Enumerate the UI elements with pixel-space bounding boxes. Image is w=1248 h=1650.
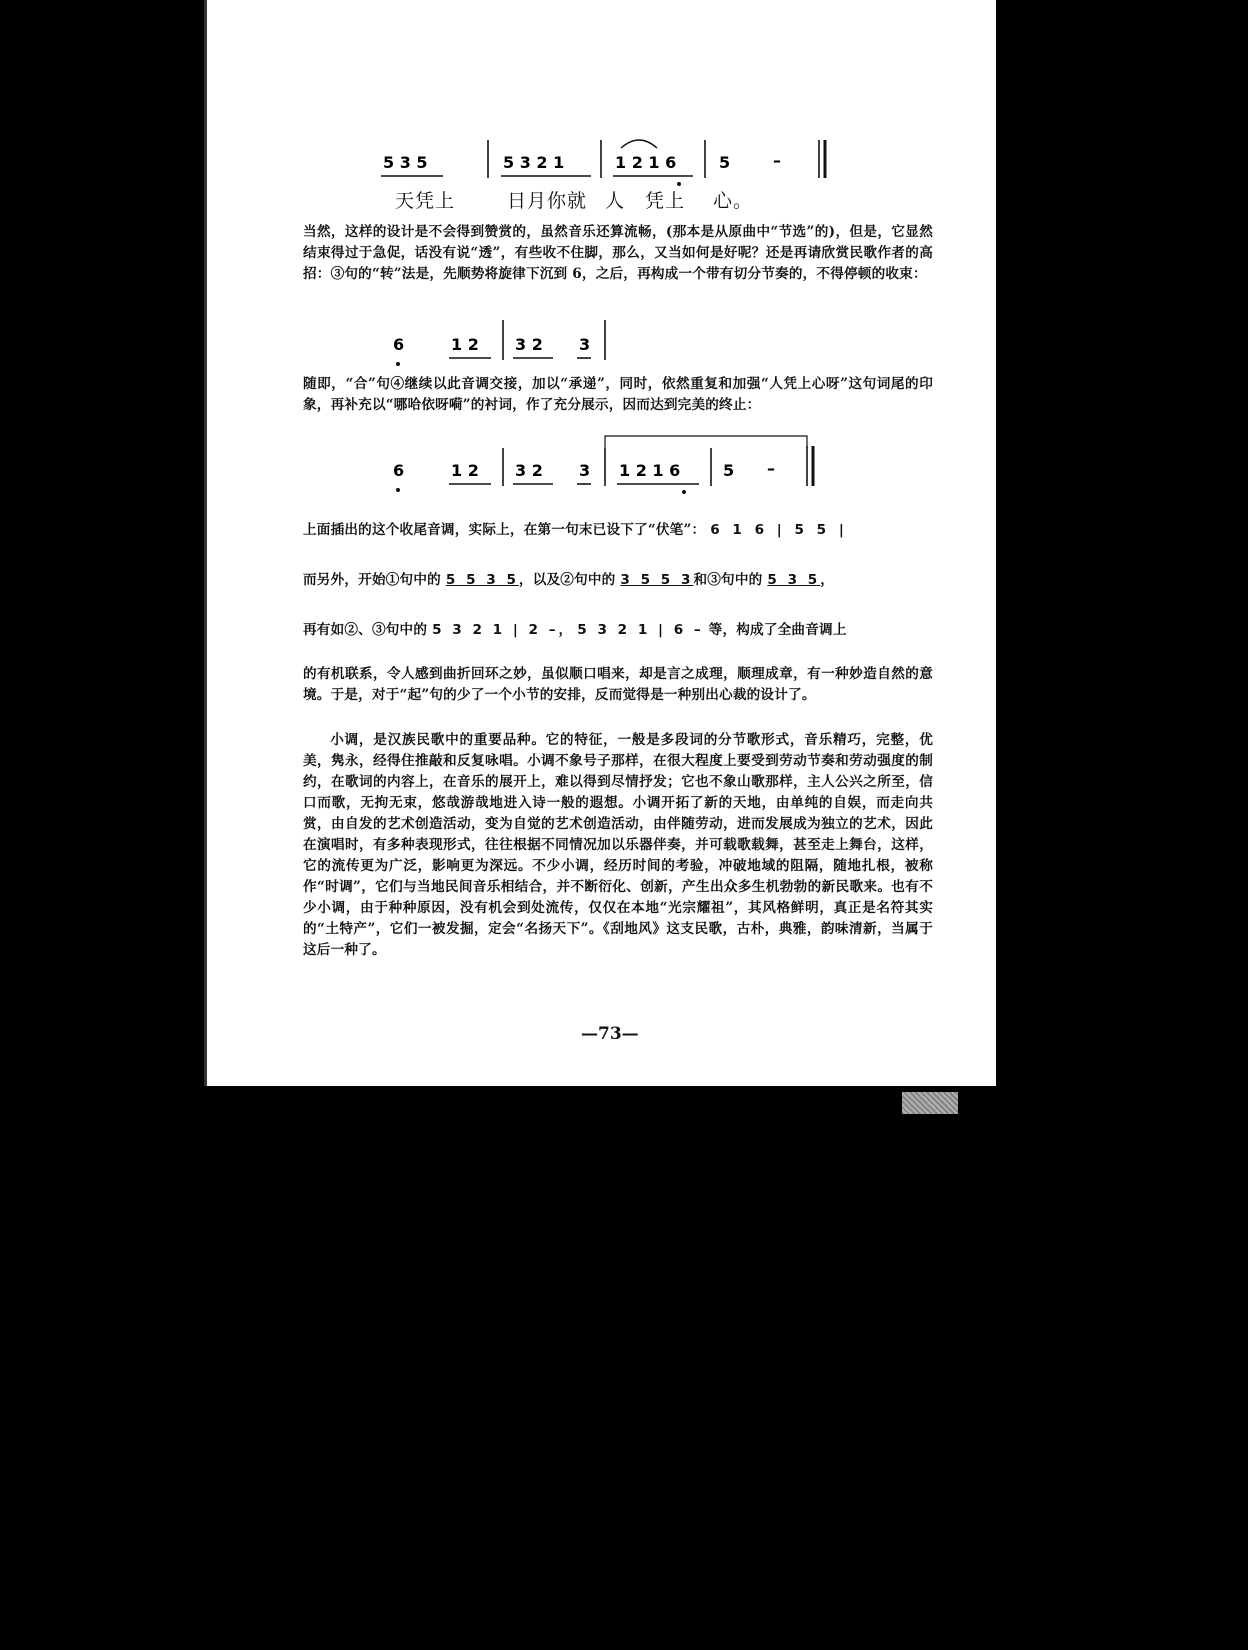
inline-notes: 6 1 6 | 5 5 |: [710, 522, 848, 538]
lyric-word: 心。: [713, 190, 754, 212]
page-edge: [988, 0, 996, 1086]
paragraph-4: 的有机联系，令人感到曲折回环之妙，虽似顺口唱来，却是言之成理，顺理成章，有一种妙造自然的意境。于是，对于“起”句的少了一个小节的安排，反而觉得是一种别出心裁的设计了。: [303, 666, 933, 703]
paragraph-2: 随即，“合”句④继续以此音调交接，加以“承递”，同时，依然重复和加强“人凭上心呀”这句词尾的印象，再补充以“哪哈依呀嗬”的衬词，作了充分展示，因而达到完美的终止：: [303, 376, 933, 413]
inline-notation-line-1: 上面插出的这个收尾音调，实际上，在第一句末已设下了“伏笔”： 6 1 6 | 5 5 |: [303, 522, 848, 538]
inline-notation-line-2: 而另外，开始①句中的 5 5 3 5，以及②句中的 3 5 5 3和③句中的 5 3 5，: [303, 572, 835, 588]
lyric-word: 日月你就: [507, 190, 588, 212]
note-group: 5 3 5: [383, 153, 428, 172]
lyric-word: 人: [605, 190, 626, 212]
inline-notes: 5 5 3 5: [445, 572, 519, 588]
note-group: 3: [579, 335, 591, 354]
note-group: 3 2: [515, 461, 543, 480]
note-group: 1 2: [451, 461, 479, 480]
note-group: 3 2: [515, 335, 543, 354]
note-group: 1 2 1 6: [615, 153, 677, 172]
note-group: 5: [723, 461, 735, 480]
scan-artifact: [902, 1092, 958, 1114]
note-group: 5 3 2 1: [503, 153, 565, 172]
lyric-word: 天凭上: [395, 190, 456, 212]
note-group: 1 2 1 6: [619, 461, 681, 480]
inline-notes: 5 3 2 1 | 6 –: [577, 622, 704, 638]
page-number: —73—: [581, 1024, 639, 1044]
paragraph-5: 小调，是汉族民歌中的重要品种。它的特征，一般是多段词的分节歌形式，音乐精巧，完整，优美，隽永，经得住推敲和反复咏唱。小调不象号子那样，在很大程度上要受到劳动节奏和劳动强度的制约，在歌词的内容上，在音乐的展开上，难以得到尽情抒发；它也不象山歌那样，主人公兴之所至，信口而歌，无拘无束，悠哉游哉地进入诗一般的遐想。小调开拓了新的天地，由单纯的自娱，而走向共赏，由自发的艺术创造活动，变为自觉的艺术创造活动，由伴随劳动，进而发展成为独立的艺术，因此在演唱时，有多种表现形式，往往根据不同情况加以乐器伴奏，并可载歌载舞，甚至走上舞台，这样，它的流传更为广泛，影响更为深远。不少小调，经历时间的考验，冲破地域的阻隔，随地扎根，被称作“时调”，它们与当地民间音乐相结合，并不断衍化、创新，产生出众多生机勃勃的新民歌来。也有不少小调，由于种种原因，没有机会到处流传，仅仅在本地“光宗耀祖”，其风格鲜明，真正是名符其实的“土特产”，它们一被发掘，定会“名扬天下”。《刮地风》这支民歌，古朴，典雅，韵味清新，当属于这后一种了。: [303, 732, 933, 958]
inline-notes: 5 3 2 1 | 2 –: [432, 622, 559, 638]
inline-notes: 3 5 5 3: [620, 572, 694, 588]
note-group: –: [767, 459, 775, 478]
lyric-word: 凭上: [645, 190, 686, 212]
note-group: –: [773, 151, 781, 170]
inline-notation-line-3: 再有如②、③句中的 5 3 2 1 | 2 –， 5 3 2 1 | 6 – 等，构成了全曲音调上: [303, 622, 847, 638]
note-group: 1 2: [451, 335, 479, 354]
book-page: [204, 0, 990, 1086]
notation-line-1: [381, 140, 825, 186]
inline-notes: 5 3 5: [767, 572, 821, 588]
notation-line-2: [393, 320, 605, 366]
notation-line-3: [393, 436, 813, 494]
paragraph-1: 当然，这样的设计是不会得到赞赏的，虽然音乐还算流畅，(那本是从原曲中“节选”的)，但是，它显然结束得过于急促，话没有说“透”，有些收不住脚，那么，又当如何是好呢？还是再请欣赏民歌作者的高招：③句的“转”法是，先顺势将旋律下沉到 6，之后，再构成一个带有切分节奏的，不得停顿的收束：: [303, 224, 933, 282]
note-group: 3: [579, 461, 591, 480]
music-notation: [207, 0, 993, 700]
note-group: 6: [393, 335, 405, 354]
note-group: 5: [719, 153, 731, 172]
note-group: 6: [393, 461, 405, 480]
